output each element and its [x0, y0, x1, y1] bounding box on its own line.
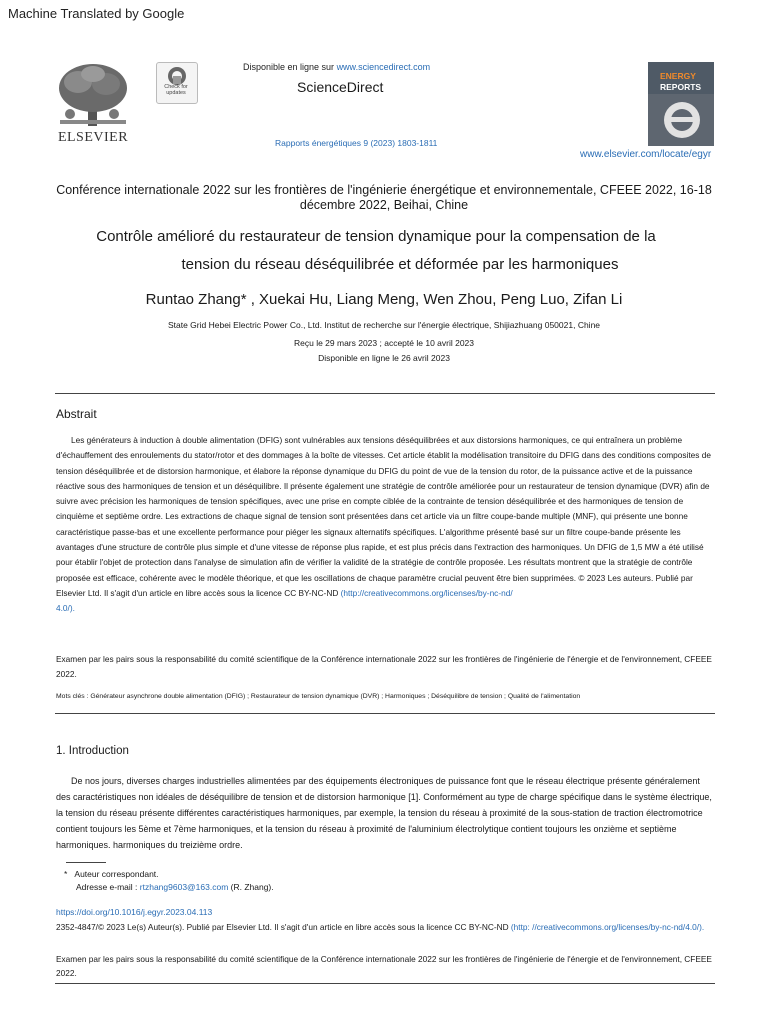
corresponding-author-note: [64, 869, 159, 879]
journal-url[interactable]: www.elsevier.com/locate/egyr: [580, 149, 712, 160]
peer-review-note: Examen par les pairs sous la responsabilité du comité scientifique de la Conférence internationale 2022 sur les frontières de l'ingénierie de l'énergie et de l'environnement, CFEEE 2022.: [56, 654, 712, 680]
keywords: Mots clés : Générateur asynchrone double alimentation (DFIG) ; Restaurateur de tension dynamique (DVR) ; Harmoniques ; Déséquilibre de tension ; Qualité de l'alimentation: [56, 693, 581, 700]
check-for-updates-label: Check for updates: [164, 84, 188, 96]
license-link[interactable]: (http://creativecommons.org/licenses/by-nc-nd/: [340, 587, 513, 598]
sciencedirect-link[interactable]: www.sciencedirect.com: [336, 62, 431, 72]
divider-bottom: [55, 983, 715, 984]
received-accepted: Reçu le 29 mars 2023 ; accepté le 10 avril 2023: [293, 338, 475, 348]
paper-title-line2: tension du réseau déséquilibrée et déformée par les harmoniques: [181, 256, 619, 273]
cover-title-reports: REPORTS: [660, 82, 702, 92]
paper-title-line1: Contrôle amélioré du restaurateur de tension dynamique pour la compensation de la: [96, 228, 656, 245]
available-online-text: Disponible en ligne sur: [243, 62, 337, 72]
elsevier-wordmark: ELSEVIER: [57, 130, 129, 145]
email-label: Adresse e-mail :: [76, 882, 140, 892]
available-online: [243, 62, 430, 72]
email-note: [76, 882, 274, 892]
cover-title-energy: ENERGY: [660, 71, 696, 81]
machine-translated-banner: Machine Translated by Google: [8, 6, 185, 21]
abstract-body: Les générateurs à induction à double alimentation (DFIG) sont vulnérables aux tensions déséquilibrées et aux distorsions harmoniques, ce qui entraînera un problème d'échauffement des enroulements du stator/rotor et des dommages à la boîte de vitesses. Cet article établit la modélisation transitoire du DFIG dans des conditions composites de tension déséquilibrée et de distorsion harmonique, et élabore la réponse dynamique du DFIG du point de vue de la tension du rotor, de la puissance active et de la puissance réactive sous des harmoniques de tension et un déséquilibre. Il présente également une stratégie de contrôle améliorée pour un restaurateur de tension dynamique (DVR) afin de suivre avec précision les harmoniques de tension spécifiques, avec une prise en compte ciblée de la contrainte de tension déséquilibrée et des harmoniques de tension de cinquième et septième ordre. Les extractions de chaque signal de tension sont présentées dans cet article via un filtre coupe-bande multiple (MNF), qui présente une bonne caractéristique passe-bas et une excellente performance pour piéger les signaux alternatifs spécifiques. L'algorithme présenté basé sur un filtre coupe-bande présente les avantages d'une structure de contrôle plus simple et d'une vitesse de réponse plus rapide, et est plus précis dans l'extraction des harmoniques. Un DFIG de 1,5 MW a été utilisé pour établir l'objet de protection dans l'analyse de simulation afin de vérifier la validité de la stratégie de contrôle proposée. Les résultats montrent que la stratégie de contrôle proposée est efficace, cohérente avec le modèle théorique, et que les oscillations de chaque paramètre crucial peuvent être bien supprimées. © 2023 Les auteurs. Publié par Elsevier Ltd. Il s'agit d'un article en libre accès sous la licence CC BY-NC-ND: [56, 435, 711, 598]
sciencedirect-title: ScienceDirect: [297, 79, 384, 95]
introduction-text: De nos jours, diverses charges industrielles alimentées par des équipements électroniques de puissance font que le réseau électrique présente généralement des caractéristiques non idéales de déséquilibre de tension et de distorsion harmonique [1]. Conformément au type de charge spécifique dans le système électrique, la tension du réseau présente différentes caractéristiques harmoniques, par exemple, la tension du réseau à proximité de la sous-station de traction électromotrice contient toujours les 5ème et 7ème harmoniques, et la tension du réseau à proximité de l'aluminium électrolytique contient toujours les onzième et septième harmoniques. harmoniques du treizième ordre.: [56, 776, 712, 850]
email-link[interactable]: rtzhang9603@163.com: [139, 882, 229, 892]
issn-license: [56, 921, 716, 933]
footnote-star: *: [64, 869, 68, 879]
license-link-cont[interactable]: 4.0/).: [56, 603, 75, 614]
email-suffix: (R. Zhang).: [228, 882, 274, 892]
corresponding-author-text: Auteur correspondant.: [74, 869, 159, 879]
footnote-divider: [66, 862, 106, 863]
authors: Runtao Zhang* , Xuekai Hu, Liang Meng, Wen Zhou, Peng Luo, Zifan Li: [145, 291, 623, 308]
introduction-heading: 1. Introduction: [56, 745, 129, 757]
footer-peer-review: Examen par les pairs sous la responsabilité du comité scientifique de la Conférence internationale 2022 sur les frontières de l'ingénierie de l'énergie et de l'environnement, CFEEE 2022.: [56, 954, 712, 978]
check-for-updates-badge[interactable]: [156, 62, 198, 104]
affiliation: State Grid Hebei Electric Power Co., Ltd. Institut de recherche sur l'énergie électrique, Shijiazhuang 050021, Chine: [167, 320, 601, 330]
doi-link[interactable]: https://doi.org/10.1016/j.egyr.2023.04.113: [56, 907, 213, 917]
conference-line: Conférence internationale 2022 sur les frontières de l'ingénierie énergétique et environnementale, CFEEE 2022, 16-18 décembre 2022, Beihai, Chine: [56, 183, 712, 212]
journal-reference[interactable]: Rapports énergétiques 9 (2023) 1803-1811: [275, 138, 438, 148]
divider-top: [55, 393, 715, 394]
issn-text: 2352-4847/© 2023 Le(s) Auteur(s). Publié par Elsevier Ltd. Il s'agit d'un article en libre accès sous la licence CC BY-NC-ND: [56, 922, 511, 932]
abstract-heading: Abstrait: [56, 407, 97, 421]
divider-keywords: [55, 713, 715, 714]
online-date: Disponible en ligne le 26 avril 2023: [318, 353, 450, 363]
issn-license-link[interactable]: (http: //creativecommons.org/licenses/by-nc-nd/4.0/).: [510, 922, 705, 932]
abstract-text: [56, 433, 716, 617]
